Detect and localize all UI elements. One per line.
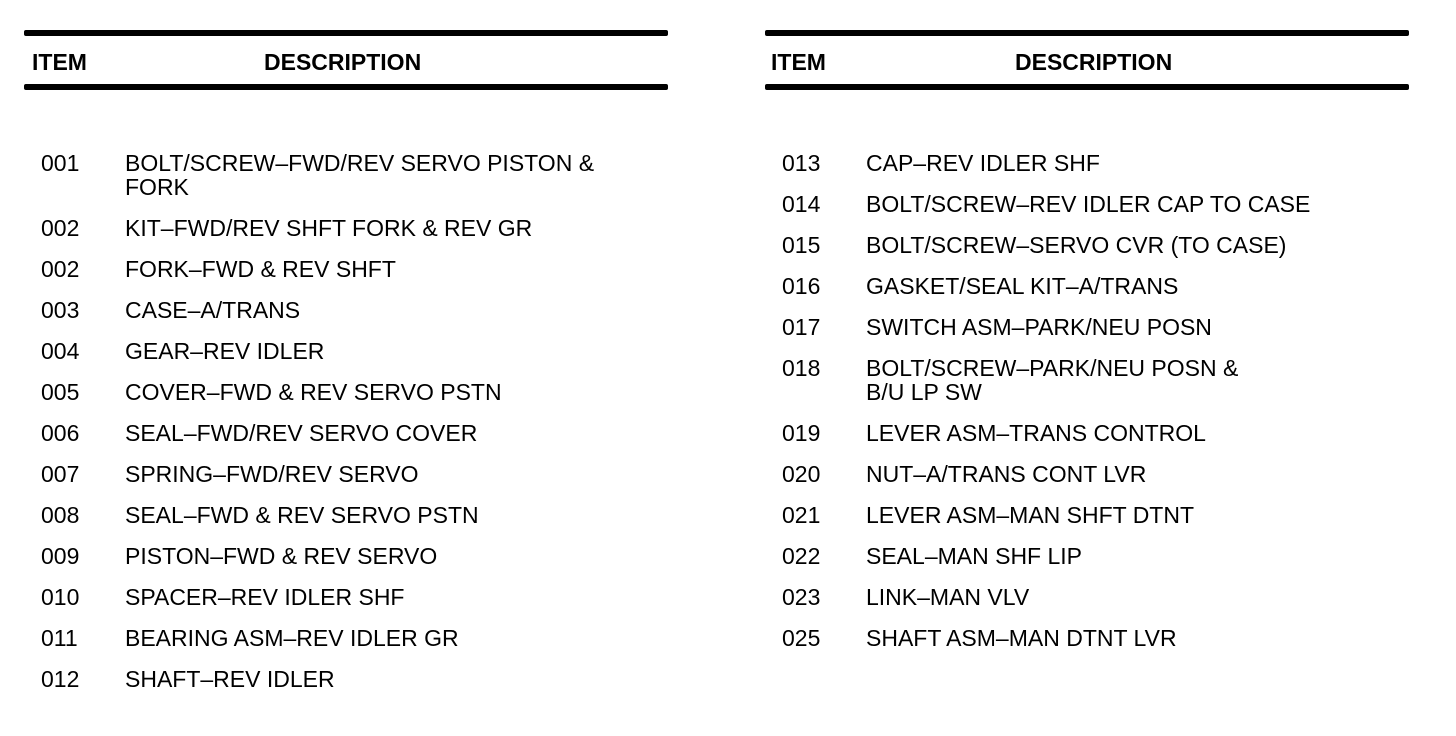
item-number: 006 (41, 420, 80, 446)
table-row (24, 339, 668, 363)
table-row (765, 626, 1409, 650)
description-line: SEAL–FWD & REV SERVO PSTN (125, 502, 479, 528)
description-line: NUT–A/TRANS CONT LVR (866, 461, 1147, 487)
table-row (765, 274, 1409, 298)
item-description (125, 462, 655, 486)
item-description (125, 585, 655, 609)
item-description (866, 503, 1396, 527)
item-description (866, 356, 1396, 404)
item-number: 025 (782, 625, 821, 651)
table-row (24, 626, 668, 650)
table-row (765, 151, 1409, 175)
item-description (866, 192, 1396, 216)
table-row (765, 192, 1409, 216)
description-line: BOLT/SCREW–FWD/REV SERVO PISTON & (125, 150, 595, 176)
table-row (24, 462, 668, 486)
table-header (24, 36, 668, 84)
item-description (866, 274, 1396, 298)
item-number: 021 (782, 502, 821, 528)
description-line: SWITCH ASM–PARK/NEU POSN (866, 314, 1212, 340)
description-line: SEAL–MAN SHF LIP (866, 543, 1083, 569)
description-line: SEAL–FWD/REV SERVO COVER (125, 420, 478, 446)
table-row (24, 544, 668, 568)
description-column-header: DESCRIPTION (264, 49, 422, 75)
item-number: 009 (41, 543, 80, 569)
table-row (24, 503, 668, 527)
item-description (866, 462, 1396, 486)
table-row (765, 356, 1409, 404)
parts-list-left (24, 151, 668, 691)
item-description (866, 315, 1396, 339)
header-bottom-rule (24, 84, 668, 90)
description-line: LEVER ASM–MAN SHFT DTNT (866, 502, 1195, 528)
item-description (125, 626, 655, 650)
item-column-header: ITEM (771, 49, 826, 75)
description-line: GASKET/SEAL KIT–A/TRANS (866, 273, 1179, 299)
item-description (866, 544, 1396, 568)
item-number: 002 (41, 256, 80, 282)
item-number: 008 (41, 502, 80, 528)
description-line: CASE–A/TRANS (125, 297, 301, 323)
item-description (866, 151, 1396, 175)
item-column-header: ITEM (32, 49, 87, 75)
item-number: 003 (41, 297, 80, 323)
item-description (125, 503, 655, 527)
table-row (765, 462, 1409, 486)
item-number: 007 (41, 461, 80, 487)
description-line: GEAR–REV IDLER (125, 338, 325, 364)
item-number: 023 (782, 584, 821, 610)
description-line: BOLT/SCREW–REV IDLER CAP TO CASE (866, 191, 1311, 217)
table-row (24, 585, 668, 609)
header-bottom-rule (765, 84, 1409, 90)
parts-table-left (24, 30, 668, 708)
description-line: KIT–FWD/REV SHFT FORK & REV GR (125, 215, 533, 241)
description-line: BOLT/SCREW–PARK/NEU POSN & (866, 355, 1239, 381)
description-line: CAP–REV IDLER SHF (866, 150, 1100, 176)
item-number: 018 (782, 355, 821, 381)
item-number: 016 (782, 273, 821, 299)
description-line: SPRING–FWD/REV SERVO (125, 461, 419, 487)
description-line: FORK (125, 174, 189, 200)
item-number: 010 (41, 584, 80, 610)
table-row (765, 503, 1409, 527)
item-number: 020 (782, 461, 821, 487)
table-row (24, 151, 668, 199)
item-description (125, 667, 655, 691)
table-row (765, 421, 1409, 445)
item-number: 004 (41, 338, 80, 364)
item-description (125, 339, 655, 363)
item-description (866, 421, 1396, 445)
item-number: 019 (782, 420, 821, 446)
table-row (24, 216, 668, 240)
table-row (24, 257, 668, 281)
parts-table-right (765, 30, 1409, 667)
description-line: FORK–FWD & REV SHFT (125, 256, 396, 282)
description-line: BEARING ASM–REV IDLER GR (125, 625, 459, 651)
description-line: B/U LP SW (866, 379, 982, 405)
item-description (125, 421, 655, 445)
description-line: LINK–MAN VLV (866, 584, 1030, 610)
description-line: SHAFT ASM–MAN DTNT LVR (866, 625, 1177, 651)
table-row (765, 315, 1409, 339)
item-description (125, 380, 655, 404)
item-number: 017 (782, 314, 821, 340)
item-number: 002 (41, 215, 80, 241)
item-description (125, 544, 655, 568)
description-line: LEVER ASM–TRANS CONTROL (866, 420, 1206, 446)
item-description (866, 626, 1396, 650)
table-row (765, 233, 1409, 257)
description-line: BOLT/SCREW–SERVO CVR (TO CASE) (866, 232, 1287, 258)
table-row (24, 421, 668, 445)
item-description (125, 298, 655, 322)
item-description (866, 585, 1396, 609)
table-row (24, 380, 668, 404)
table-row (24, 298, 668, 322)
parts-list-right (765, 151, 1409, 650)
table-row (24, 667, 668, 691)
item-number: 001 (41, 150, 80, 176)
item-number: 013 (782, 150, 821, 176)
item-description (866, 233, 1396, 257)
item-number: 011 (41, 625, 78, 651)
item-number: 015 (782, 232, 821, 258)
description-line: PISTON–FWD & REV SERVO (125, 543, 438, 569)
item-number: 022 (782, 543, 821, 569)
item-description (125, 216, 655, 240)
table-row (765, 544, 1409, 568)
description-line: COVER–FWD & REV SERVO PSTN (125, 379, 502, 405)
item-description (125, 151, 655, 199)
description-line: SHAFT–REV IDLER (125, 666, 335, 692)
table-row (765, 585, 1409, 609)
description-column-header: DESCRIPTION (1015, 49, 1173, 75)
description-line: SPACER–REV IDLER SHF (125, 584, 405, 610)
item-description (125, 257, 655, 281)
item-number: 012 (41, 666, 80, 692)
table-header (765, 36, 1409, 84)
item-number: 014 (782, 191, 821, 217)
item-number: 005 (41, 379, 80, 405)
